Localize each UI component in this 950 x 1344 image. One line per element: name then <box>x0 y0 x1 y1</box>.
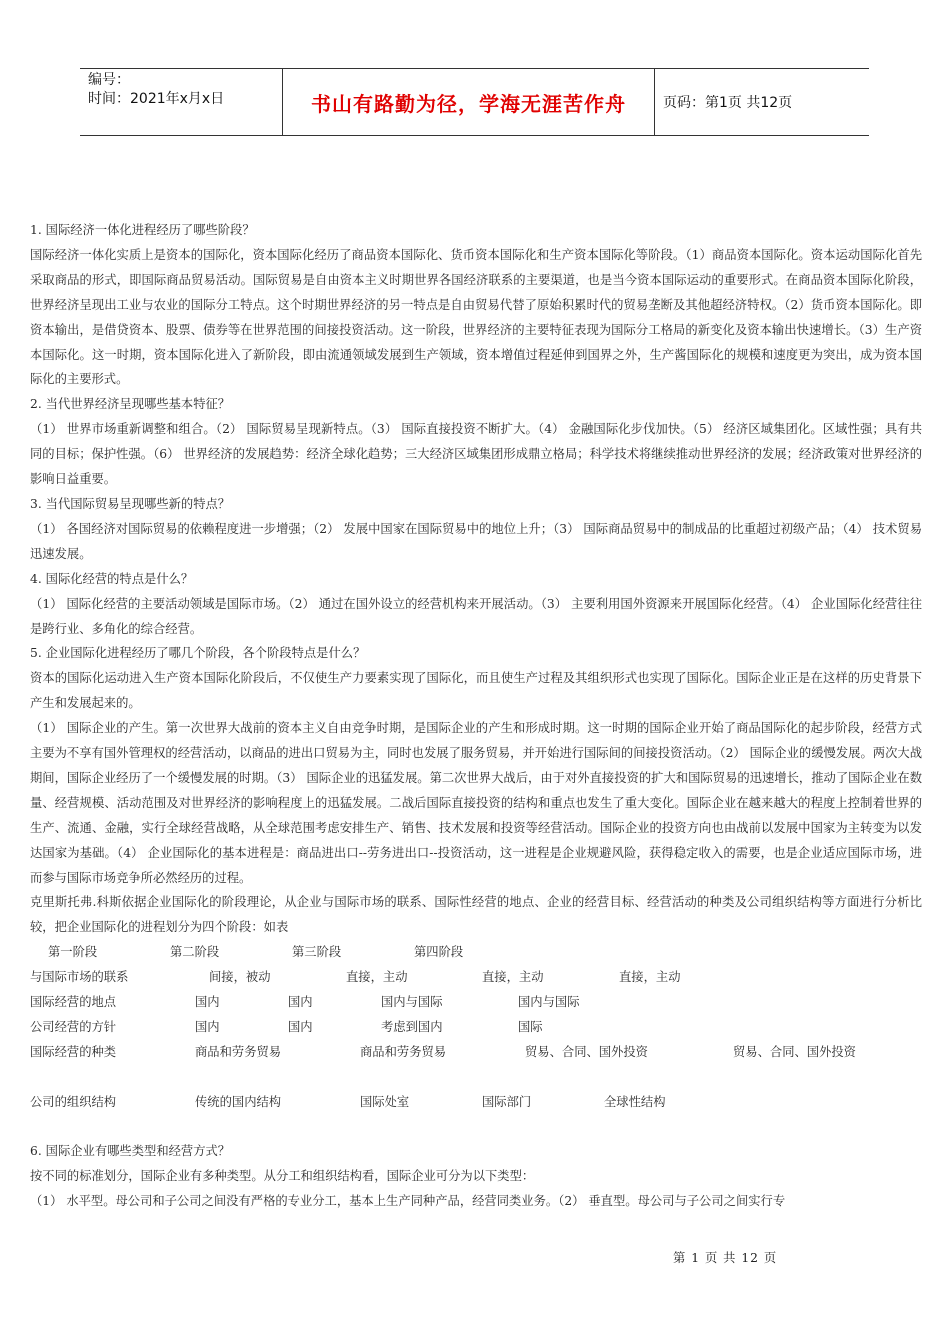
table-cell: 国内与国际 <box>381 995 443 1010</box>
question-6: 6. 国际企业有哪些类型和经营方式？ <box>30 1144 231 1159</box>
row-label: 公司经营的方针 <box>30 1019 117 1034</box>
answer-5-intro: 资本的国际化运动进入生产资本国际化阶段后，不仅使生产力要素实现了国际化，而且使生产过程及其组织形式也实现了国际化。国际企业正是在这样的历史背景下产生和发展起来的。 <box>30 671 922 711</box>
question-5: 5. 企业国际化进程经历了哪几个阶段，各个阶段特点是什么？ <box>30 646 366 661</box>
table-spacer <box>30 1065 922 1090</box>
question-3: 3. 当代国际贸易呈现哪些新的特点？ <box>30 496 231 511</box>
table-row <box>30 990 922 1015</box>
answer-2: （1） 世界市场重新调整和组合。（2） 国际贸易呈现新特点。（3） 国际直接投资不断扩大。（4） 金融国际化步伐加快。（5） 经济区域集团化。区域性强；具有共同的目标；保护性强。（6） 世界经济的发展趋势：经济全球化趋势；三大经济区域集团形成鼎立格局；科学技术将继续推动世界经济的发展；经济政策对世界经济的影响日益重要。 <box>30 422 922 487</box>
page-code: 页码：第1页 共12页 <box>663 95 793 111</box>
answer-3: （1） 各国经济对国际贸易的依赖程度进一步增强；（2） 发展中国家在国际贸易中的地位上升；（3） 国际商品贸易中的制成品的比重超过初级产品；（4） 技术贸易迅速发展。 <box>30 521 922 561</box>
question-1: 1. 国际经济一体化进程经历了哪些阶段？ <box>30 223 255 237</box>
row-label: 国际经营的种类 <box>30 1044 117 1059</box>
header-page-cell <box>655 69 869 135</box>
answer-4: （1） 国际化经营的主要活动领域是国际市场。（2） 通过在国外设立的经营机构来开展活动。（3） 主要利用国外资源来开展国际化经营。（4） 企业国际化经营往往是跨行业、多角化的综合经营。 <box>30 596 922 636</box>
stage-header-2: 第二阶段 <box>170 945 220 960</box>
table-cell: 商品和劳务贸易 <box>195 1044 282 1059</box>
stage-header-3: 第三阶段 <box>292 945 342 960</box>
answer-6-intro: 按不同的标准划分，国际企业有多种类型。从分工和组织结构看，国际企业可分为以下类型： <box>30 1169 535 1184</box>
table-cell: 全球性结构 <box>604 1094 666 1109</box>
table-cell: 国内 <box>288 995 313 1010</box>
table-cell: 传统的国内结构 <box>195 1094 282 1109</box>
header-motto-cell <box>282 69 655 135</box>
table-cell: 国内 <box>288 1019 313 1034</box>
motto: 书山有路勤为径，学海无涯苦作舟 <box>311 91 626 116</box>
table-cell: 考虑到国内 <box>381 1019 443 1034</box>
document-body <box>30 218 922 1214</box>
table-cell: 国内 <box>195 995 220 1010</box>
question-2: 2. 当代世界经济呈现哪些基本特征？ <box>30 397 231 412</box>
stage-header-1: 第一阶段 <box>48 945 98 960</box>
answer-6-types: （1） 水平型。母公司和子公司之间没有严格的专业分工，基本上生产同种产品，经营同类业务。（2） 垂直型。母公司与子公司之间实行专 <box>30 1194 786 1209</box>
table-cell: 国际部门 <box>482 1094 532 1109</box>
stage-table <box>30 940 922 1114</box>
table-row <box>30 1090 922 1115</box>
answer-5-stages: （1） 国际企业的产生。第一次世界大战前的资本主义自由竞争时期，是国际企业的产生和形成时期。这一时期的国际企业开始了商品国际化的起步阶段，经营方式主要为不享有国外管理权的经营活动，以商品的进出口贸易为主，同时也发展了服务贸易，并开始进行国际间的间接投资活动。（2） 国际企业的缓慢发展。两次大战期间，国际企业经历了一个缓慢发展的时期。（3） 国际企业的迅猛发展。第二次世界大战后，由于对外直接投资的扩大和国际贸易的迅速增长，推动了国际企业在数量、经营规模、活动范围及对世界经济的影响程度上的迅猛发展。二战后国际直接投资的结构和重点也发生了重大变化。国际企业在越来越大的程度上控制着世界的生产、流通、金融，实行全球经营战略，从全球范围考虑安排生产、销售、技术发展和投资等经营活动。国际企业的投资方向也由战前以发展中国家为主转变为以发达国家为基础。（4） 企业国际化的基本进程是：商品进出口--劳务进出口--投资活动，这一进程是企业规避风险，获得稳定收入的需要，也是企业适应国际市场，进而参与国际市场竞争所必然经历的过程。 <box>30 721 922 885</box>
table-cell: 直接，主动 <box>482 970 544 985</box>
stage-table-header <box>30 940 922 965</box>
table-row <box>30 965 922 990</box>
time-label: 时间：2021年x月x日 <box>88 91 225 107</box>
row-label: 公司的组织结构 <box>30 1094 117 1109</box>
table-row <box>30 1015 922 1040</box>
answer-1: 国际经济一体化实质上是资本的国际化，资本国际化经历了商品资本国际化、货币资本国际化和生产资本国际化等阶段。（1）商品资本国际化。资本运动国际化首先采取商品的形式，即国际商品贸易活动。国际贸易是自由资本主义时期世界各国经济联系的主要渠道，也是当今资本国际运动的重要形式。在商品资本国际化阶段，世界经济呈现出工业与农业的国际分工特点。这个时期世界经济的另一特点是自由贸易代替了原始积累时代的贸易垄断及其他超经济特权。（2）货币资本国际化。即资本输出，是借贷资本、股票、债券等在世界范围的间接投资活动。这一阶段，世界经济的主要特征表现为国际分工格局的新变化及资本输出快速增长。（3）生产资本国际化。这一时期，资本国际化进入了新阶段，即由流通领域发展到生产领域，资本增值过程延伸到国界之外，生产酱国际化的规模和速度更为突出，成为资本国际化的主要形式。 <box>30 247 922 387</box>
stage-header-4: 第四阶段 <box>414 945 464 960</box>
page-footer: 第 1 页 共 12 页 <box>673 1251 778 1265</box>
table-cell: 贸易、合同、国外投资 <box>733 1044 856 1059</box>
section-spacer <box>30 1115 922 1140</box>
table-cell: 国际 <box>518 1019 543 1034</box>
row-label: 与国际市场的联系 <box>30 970 129 985</box>
answer-5-table-intro: 克里斯托弗.科斯依据企业国际化的阶段理论，从企业与国际市场的联系、国际性经营的地点、企业的经营目标、经营活动的种类及公司组织结构等方面进行分析比较，把企业国际化的进程划分为四个阶段：如表 <box>30 895 922 935</box>
row-label: 国际经营的地点 <box>30 995 117 1010</box>
table-cell: 国际处室 <box>360 1094 410 1109</box>
header-left-cell <box>80 69 282 135</box>
table-cell: 直接，主动 <box>346 970 408 985</box>
table-cell: 国内与国际 <box>518 995 580 1010</box>
number-label: 编号： <box>88 72 130 88</box>
page-header <box>80 68 869 136</box>
table-cell: 直接，主动 <box>619 970 681 985</box>
table-cell: 间接，被动 <box>209 970 271 985</box>
table-cell: 国内 <box>195 1019 220 1034</box>
table-cell: 贸易、合同、国外投资 <box>525 1044 648 1059</box>
table-row <box>30 1040 922 1065</box>
table-cell: 商品和劳务贸易 <box>360 1044 447 1059</box>
question-4: 4. 国际化经营的特点是什么？ <box>30 571 194 586</box>
